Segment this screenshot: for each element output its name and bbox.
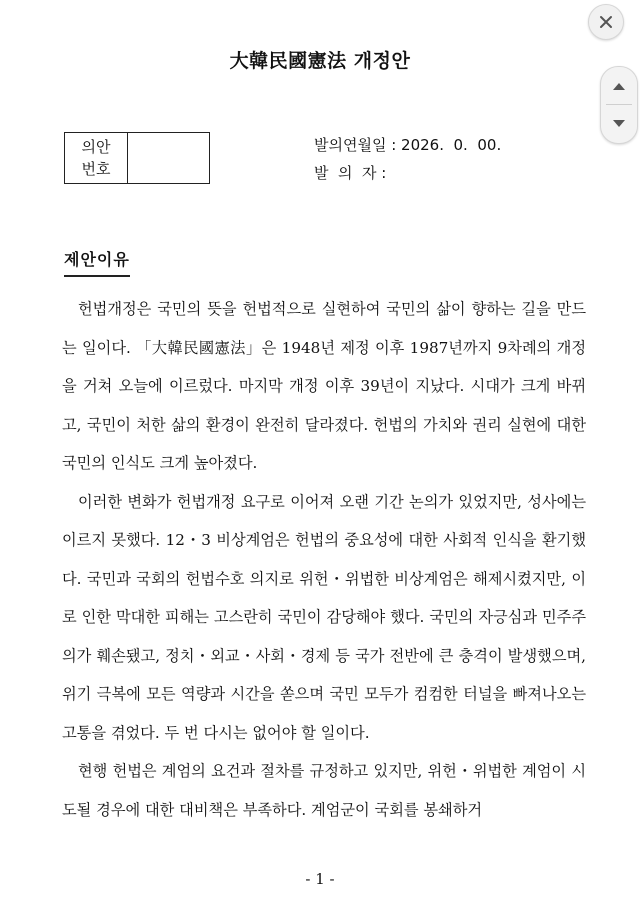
page-number: - 1 - [305, 870, 335, 888]
bill-number-box [64, 132, 210, 184]
scroll-down-button[interactable] [601, 109, 637, 139]
page-scroll-control [600, 66, 638, 144]
close-button[interactable] [588, 4, 624, 40]
paragraph: 현행 헌법은 계엄의 요건과 절차를 규정하고 있지만, 위헌・위법한 계엄이 시도될 경우에 대한 대비책은 부족하다. 계엄군이 국회를 봉쇄하거 [62, 762, 586, 819]
proposer: 발 의 자 : [314, 164, 387, 182]
chevron-up-icon [612, 81, 626, 91]
scroll-up-button[interactable] [601, 71, 637, 101]
close-icon [598, 14, 614, 30]
proposal-date: 발의연월일 : 2026. 0. 00. [314, 136, 502, 154]
bill-number-label [65, 133, 128, 183]
paragraph: 이러한 변화가 헌법개정 요구로 이어져 오랜 기간 논의가 있었지만, 성사에는 이르지 못했다. 12・3 비상계엄은 헌법의 중요성에 대한 사회적 인식을 환기했다. 국민과 국회의 헌법수호 의지로 위헌・위법한 비상계엄은 해제시켰지만, 이로 인한 막대한 피해는 고스란히 국민이 감당해야 했다. 국민의 자긍심과 민주주의가 훼손됐고, 정치・외교・사회・경제 등 국가 전반에 큰 충격이 발생했으며, 위기 극복에 모든 역량과 시간을 쏟으며 국민 모두가 컴컴한 터널을 빠져나오는 고통을 겪었다. 두 번 다시는 없어야 할 일이다. [62, 492, 586, 742]
document-title: 大韓民國憲法 개정안 [229, 50, 411, 72]
scroll-divider [606, 104, 632, 105]
chevron-down-icon [612, 119, 626, 129]
body-text [62, 290, 586, 829]
bill-number-value [128, 133, 209, 183]
bill-number-label-line2: 번호 [81, 160, 111, 178]
paragraph: 헌법개정은 국민의 뜻을 헌법적으로 실현하여 국민의 삶이 향하는 길을 만드는 일이다. 「大韓民國憲法」은 1948년 제정 이후 1987년까지 9차례의 개정을 거쳐 오늘에 이르렀다. 마지막 개정 이후 39년이 지났다. 시대가 크게 바뀌고, 국민이 처한 삶의 환경이 완전히 달라졌다. 헌법의 가치와 권리 실현에 대한 국민의 인식도 크게 높아졌다. [62, 300, 586, 472]
bill-number-label-line1: 의안 [81, 138, 111, 156]
section-title: 제안이유 [64, 247, 130, 277]
